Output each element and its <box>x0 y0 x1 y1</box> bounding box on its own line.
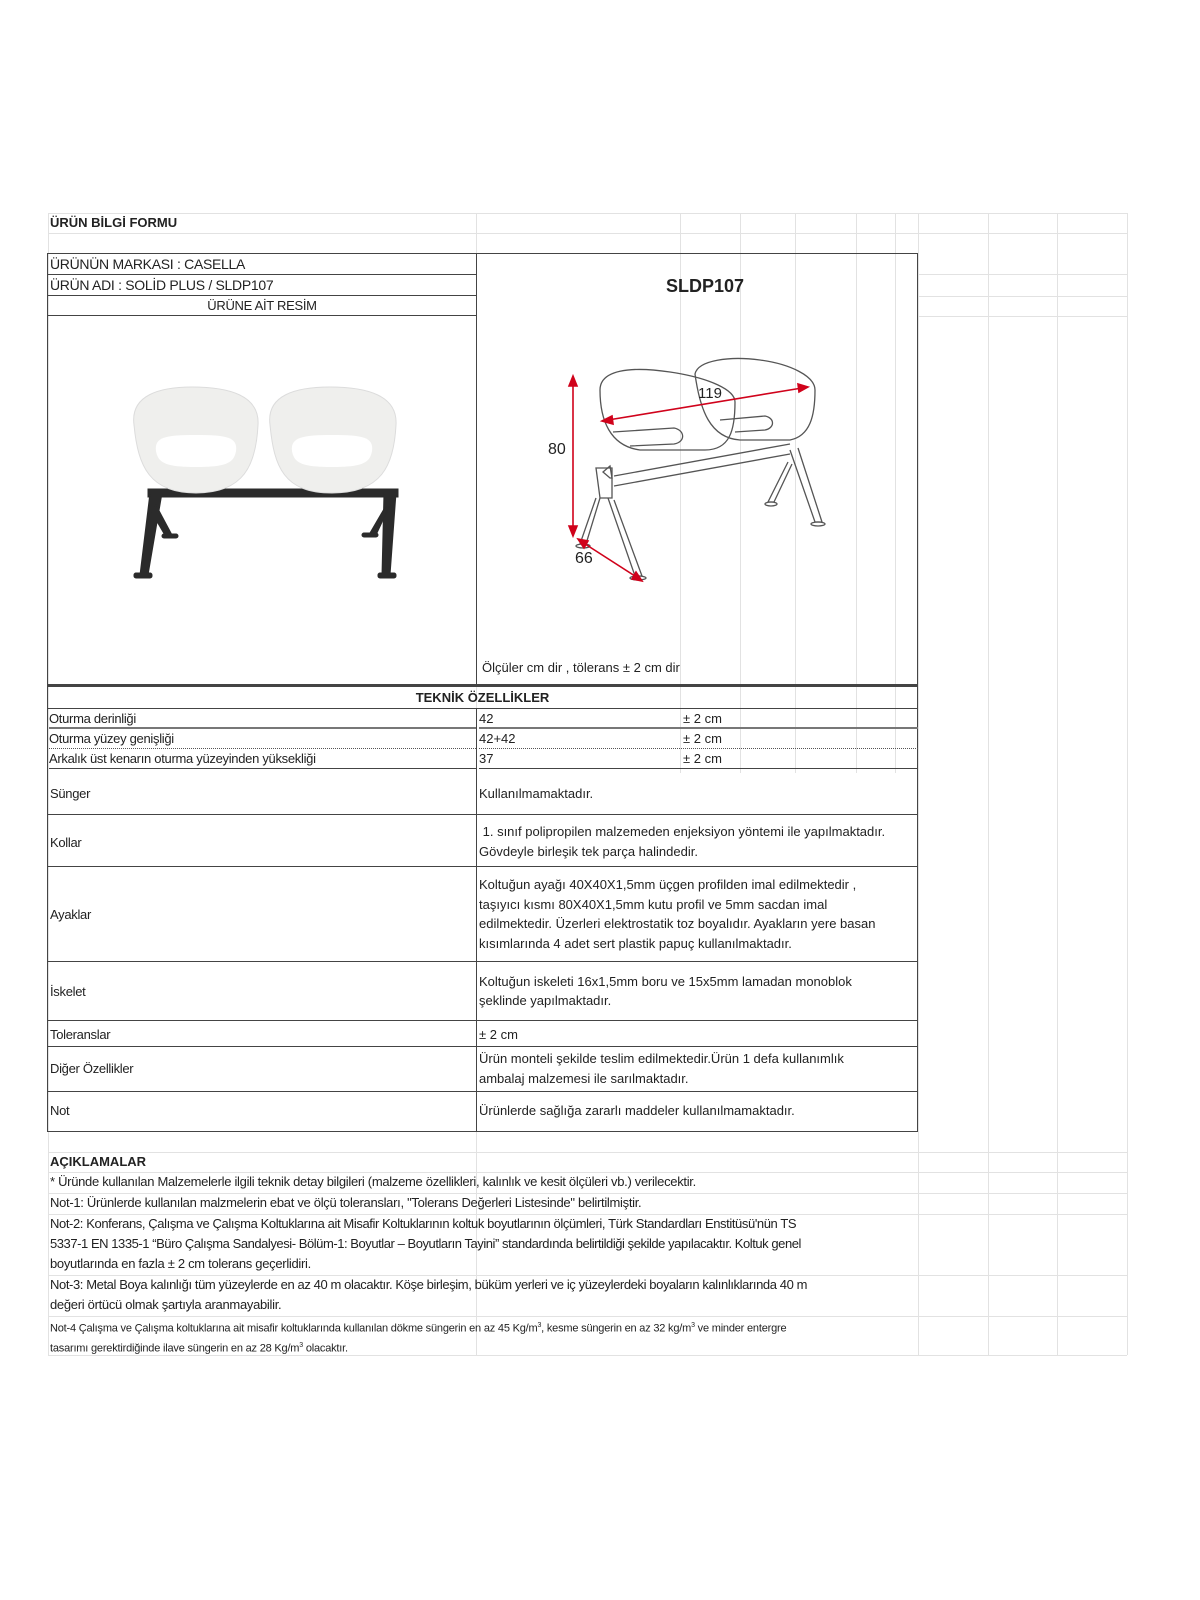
row-value: 42+42 <box>479 729 918 749</box>
note-line: 5337-1 EN 1335-1 “Büro Çalışma Sandalyesi- Bölüm-1: Boyutlar – Boyutların Tayini” standardında belirtildiği şekilde yapılacaktır. Koltuk genel <box>50 1236 801 1251</box>
note-line: Not-3: Metal Boya kalınlığı tüm yüzeylerde en az 40 m olacaktır. Köşe birleşim, büküm yerleri ve iç yüzeylerdeki boyaların kalınlıklarında 40 m <box>50 1277 808 1292</box>
row-value: Ürün monteli şekilde teslim edilmektedir.Ürün 1 defa kullanımlık <box>479 1051 844 1066</box>
row-value: şeklinde yapılmaktadır. <box>479 993 612 1008</box>
dimension-note: Ölçüler cm dir , tölerans ± 2 cm dir <box>482 660 680 675</box>
row-value: ± 2 cm <box>479 1027 518 1042</box>
note-line: Not-1: Ürünlerde kullanılan malzmelerin ebat ve ölçü toleransları, "Tolerans Değerleri Listesinde" belirtilmiştir. <box>50 1195 642 1210</box>
row-value: Koltuğun ayağı 40X40X1,5mm üçgen profilden imal edilmektedir , <box>479 877 857 892</box>
note-text: olacaktır. <box>302 1342 348 1355</box>
row-value: edilmektedir. Üzerleri elektrostatik toz boyalıdır. Ayakların yere basan <box>479 916 876 931</box>
row-value: Koltuğun iskeleti 16x1,5mm boru ve 15x5mm lamadan monoblok <box>479 974 852 989</box>
dimension-width-label: 119 <box>698 385 722 402</box>
notes-header: AÇIKLAMALAR <box>50 1154 147 1169</box>
chair-shells <box>134 387 396 493</box>
note-line: Not-2: Konferans, Çalışma ve Çalışma Koltuklarına ait Misafir Koltuklarının koltuk boyutlarının ölçümleri, Türk Standardları Enstitüsü'nün TS <box>50 1216 797 1231</box>
row-label: Oturma derinliği <box>49 709 476 729</box>
row-tolerance: ± 2 cm <box>683 731 722 746</box>
divider <box>476 253 477 685</box>
row-value: Kullanılmamaktadır. <box>479 786 594 801</box>
row-label: Ayaklar <box>50 907 92 922</box>
row-value: 42 <box>479 709 918 729</box>
form-title: ÜRÜN BİLGİ FORMU <box>50 215 178 230</box>
dimension-height-label: 80 <box>548 441 566 458</box>
row-value: 1. sınıf polipropilen malzemeden enjeksiyon yöntemi ile yapılmaktadır. <box>479 824 886 839</box>
note-line: boyutlarında en fazla ± 2 cm tolerans geçerlidiri. <box>50 1256 311 1271</box>
row-tolerance: ± 2 cm <box>683 711 722 726</box>
note-line: değeri örtücü olmak şartıyla aranmayabilir. <box>50 1297 282 1312</box>
divider <box>476 708 477 1132</box>
picture-header: ÜRÜNE AİT RESİM <box>48 296 476 316</box>
note-line: * Üründe kullanılan Malzemelerle ilgili teknik detay bilgileri (malzeme özellikleri, kalınlık ve kesit ölçüleri vb.) verilecektir. <box>50 1174 696 1189</box>
superscript: 3 <box>691 1322 695 1329</box>
tech-header: TEKNİK ÖZELLİKLER <box>415 690 550 705</box>
row-tolerance: ± 2 cm <box>683 751 722 766</box>
row-value: Gövdeyle birleşik tek parça halindedir. <box>479 844 698 859</box>
row-label: Kollar <box>50 835 82 850</box>
note-4-line-2 <box>50 1336 348 1359</box>
row-label: Not <box>50 1103 70 1118</box>
row-label: Diğer Özellikler <box>50 1061 134 1076</box>
note-text: ve minder entergre <box>694 1322 787 1335</box>
row-value: 37 <box>479 749 918 769</box>
row-label: Oturma yüzey genişliği <box>49 729 476 749</box>
row-label: Toleranslar <box>50 1027 111 1042</box>
row-value: ambalaj malzemesi ile sarılmaktadır. <box>479 1071 689 1086</box>
row-label: İskelet <box>50 984 86 999</box>
note-text: tasarımı gerektirdiğinde ilave süngerin en az 28 Kg/m <box>50 1342 300 1355</box>
superscript: 3 <box>537 1322 542 1329</box>
note-text: Not-4 Çalışma ve Çalışma koltuklarına ait misafir koltuklarında kullanılan dökme süngerin en az 45 Kg/m <box>50 1322 538 1335</box>
product-photo <box>120 385 420 595</box>
row-value: taşıyıcı kısmı 80X40X1,5mm kutu profil ve 5mm sacdan imal <box>479 897 828 912</box>
superscript: 3 <box>299 1342 303 1349</box>
chair-frame <box>134 489 398 578</box>
row-label: Sünger <box>50 786 91 801</box>
model-code: SLDP107 <box>665 276 745 296</box>
row-value: Ürünlerde sağlığa zararlı maddeler kullanılmamaktadır. <box>479 1103 795 1118</box>
product-name-line: ÜRÜN ADI : SOLİD PLUS / SLDP107 <box>48 275 476 296</box>
row-label: Arkalık üst kenarın oturma yüzeyinden yüksekliği <box>49 749 476 769</box>
row-value: kısımlarında 4 adet sert plastik papuç kullanılmaktadır. <box>479 936 792 951</box>
brand-line: ÜRÜNÜN MARKASI : CASELLA <box>48 254 476 275</box>
dimension-depth-label: 66 <box>575 550 593 567</box>
note-text: , kesme süngerin en az 32 kg/m <box>541 1322 692 1335</box>
dimension-arrows <box>569 376 808 581</box>
